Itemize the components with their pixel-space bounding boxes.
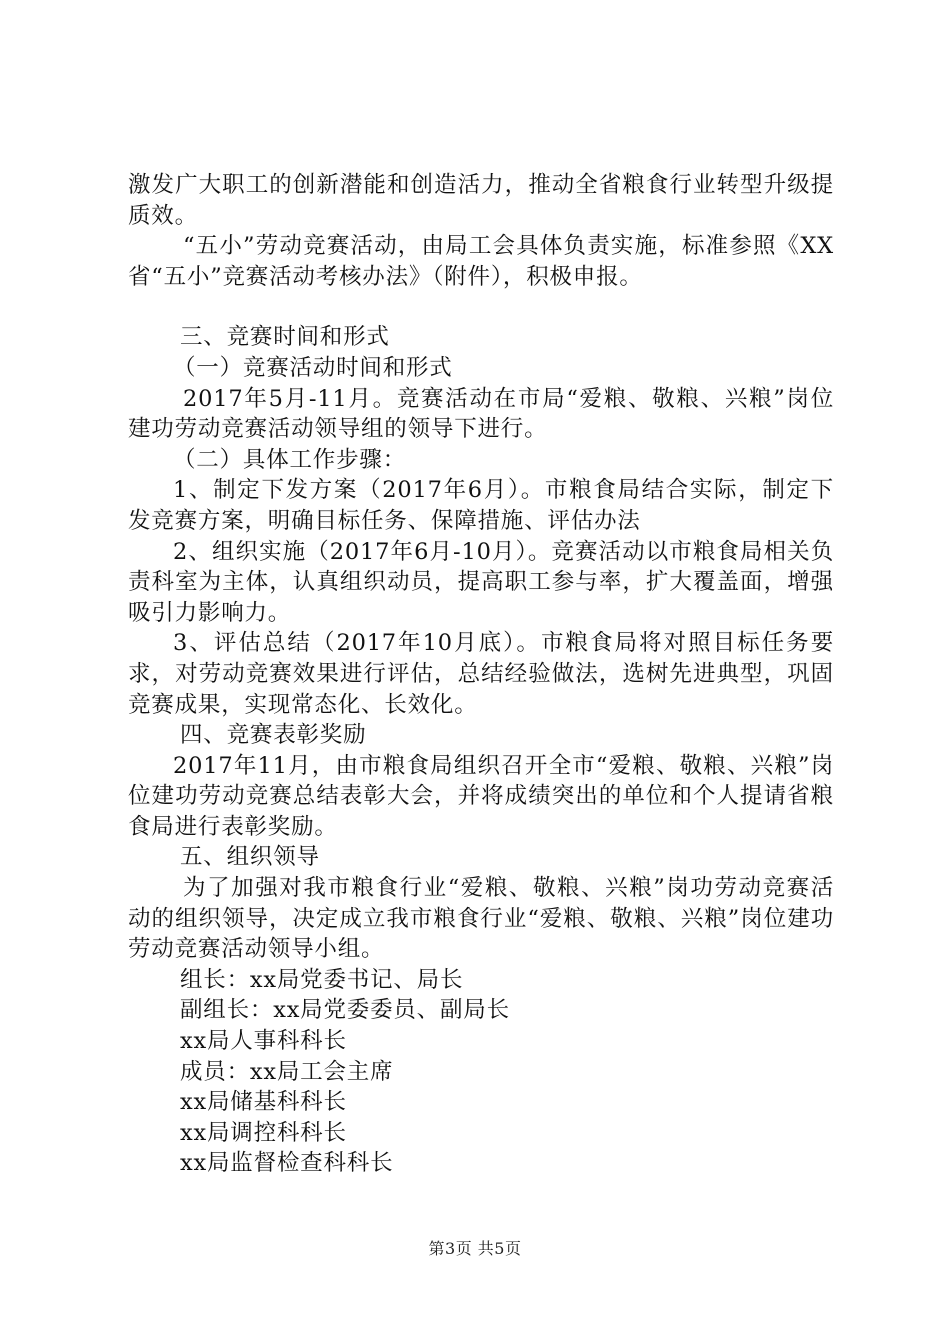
page-number: 第3页 共5页 (428, 1239, 522, 1258)
paragraph: 2017年11月，由市粮食局组织召开全市“爱粮、敬粮、兴粮”岗位建功劳动竞赛总结表彰大会，并将成绩突出的单位和个人提请省粮食局进行表彰奖励。 (128, 752, 834, 840)
section-heading: 四、竞赛表彰奖励 (180, 722, 367, 749)
paragraph: 1、制定下发方案（2017年6月）。市粮食局结合实际，制定下发竞赛方案，明确目标任务、保障措施、评估办法 (128, 477, 834, 534)
paragraph-gap (128, 292, 834, 322)
paragraph: 3、评估总结（2017年10月底）。市粮食局将对照目标任务要求，对劳动竞赛效果进行评估，总结经验做法，选树先进典型，巩固竞赛成果，实现常态化、长效化。 (128, 630, 834, 718)
section-heading: 五、组织领导 (180, 844, 320, 871)
list-item: xx局调控科科长 (180, 1119, 347, 1146)
document-body (128, 170, 834, 1179)
paragraph: 激发广大职工的创新潜能和创造活力，推动全省粮食行业转型升级提质效。 (128, 172, 834, 229)
list-item: 成员：xx局工会主席 (180, 1058, 394, 1085)
list-item: xx局人事科科长 (180, 1028, 347, 1055)
paragraph: “五小”劳动竞赛活动，由局工会具体负责实施，标准参照《XX省“五小”竞赛活动考核办法》（附件），积极申报。 (128, 233, 834, 290)
list-item: 副组长：xx局党委委员、副局长 (180, 997, 510, 1024)
paragraph: 为了加强对我市粮食行业“爱粮、敬粮、兴粮”岗功劳动竞赛活动的组织领导，决定成立我市粮食行业“爱粮、敬粮、兴粮”岗位建功劳动竞赛活动领导小组。 (128, 875, 834, 963)
paragraph: 2017年5月-11月。竞赛活动在市局“爱粮、敬粮、兴粮”岗位建功劳动竞赛活动领导组的领导下进行。 (128, 385, 834, 443)
section-heading: 三、竞赛时间和形式 (180, 324, 390, 351)
subsection-heading: （二）具体工作步骤： (173, 446, 407, 473)
subsection-heading: （一）竞赛活动时间和形式 (173, 354, 453, 381)
paragraph: 2、组织实施（2017年6月-10月）。竞赛活动以市粮食局相关负责科室为主体，认真组织动员，提高职工参与率，扩大覆盖面，增强吸引力影响力。 (128, 538, 834, 626)
list-item: xx局储基科科长 (180, 1089, 347, 1116)
list-item: xx局监督检查科科长 (180, 1150, 394, 1177)
list-item: 组长：xx局党委书记、局长 (180, 966, 464, 993)
